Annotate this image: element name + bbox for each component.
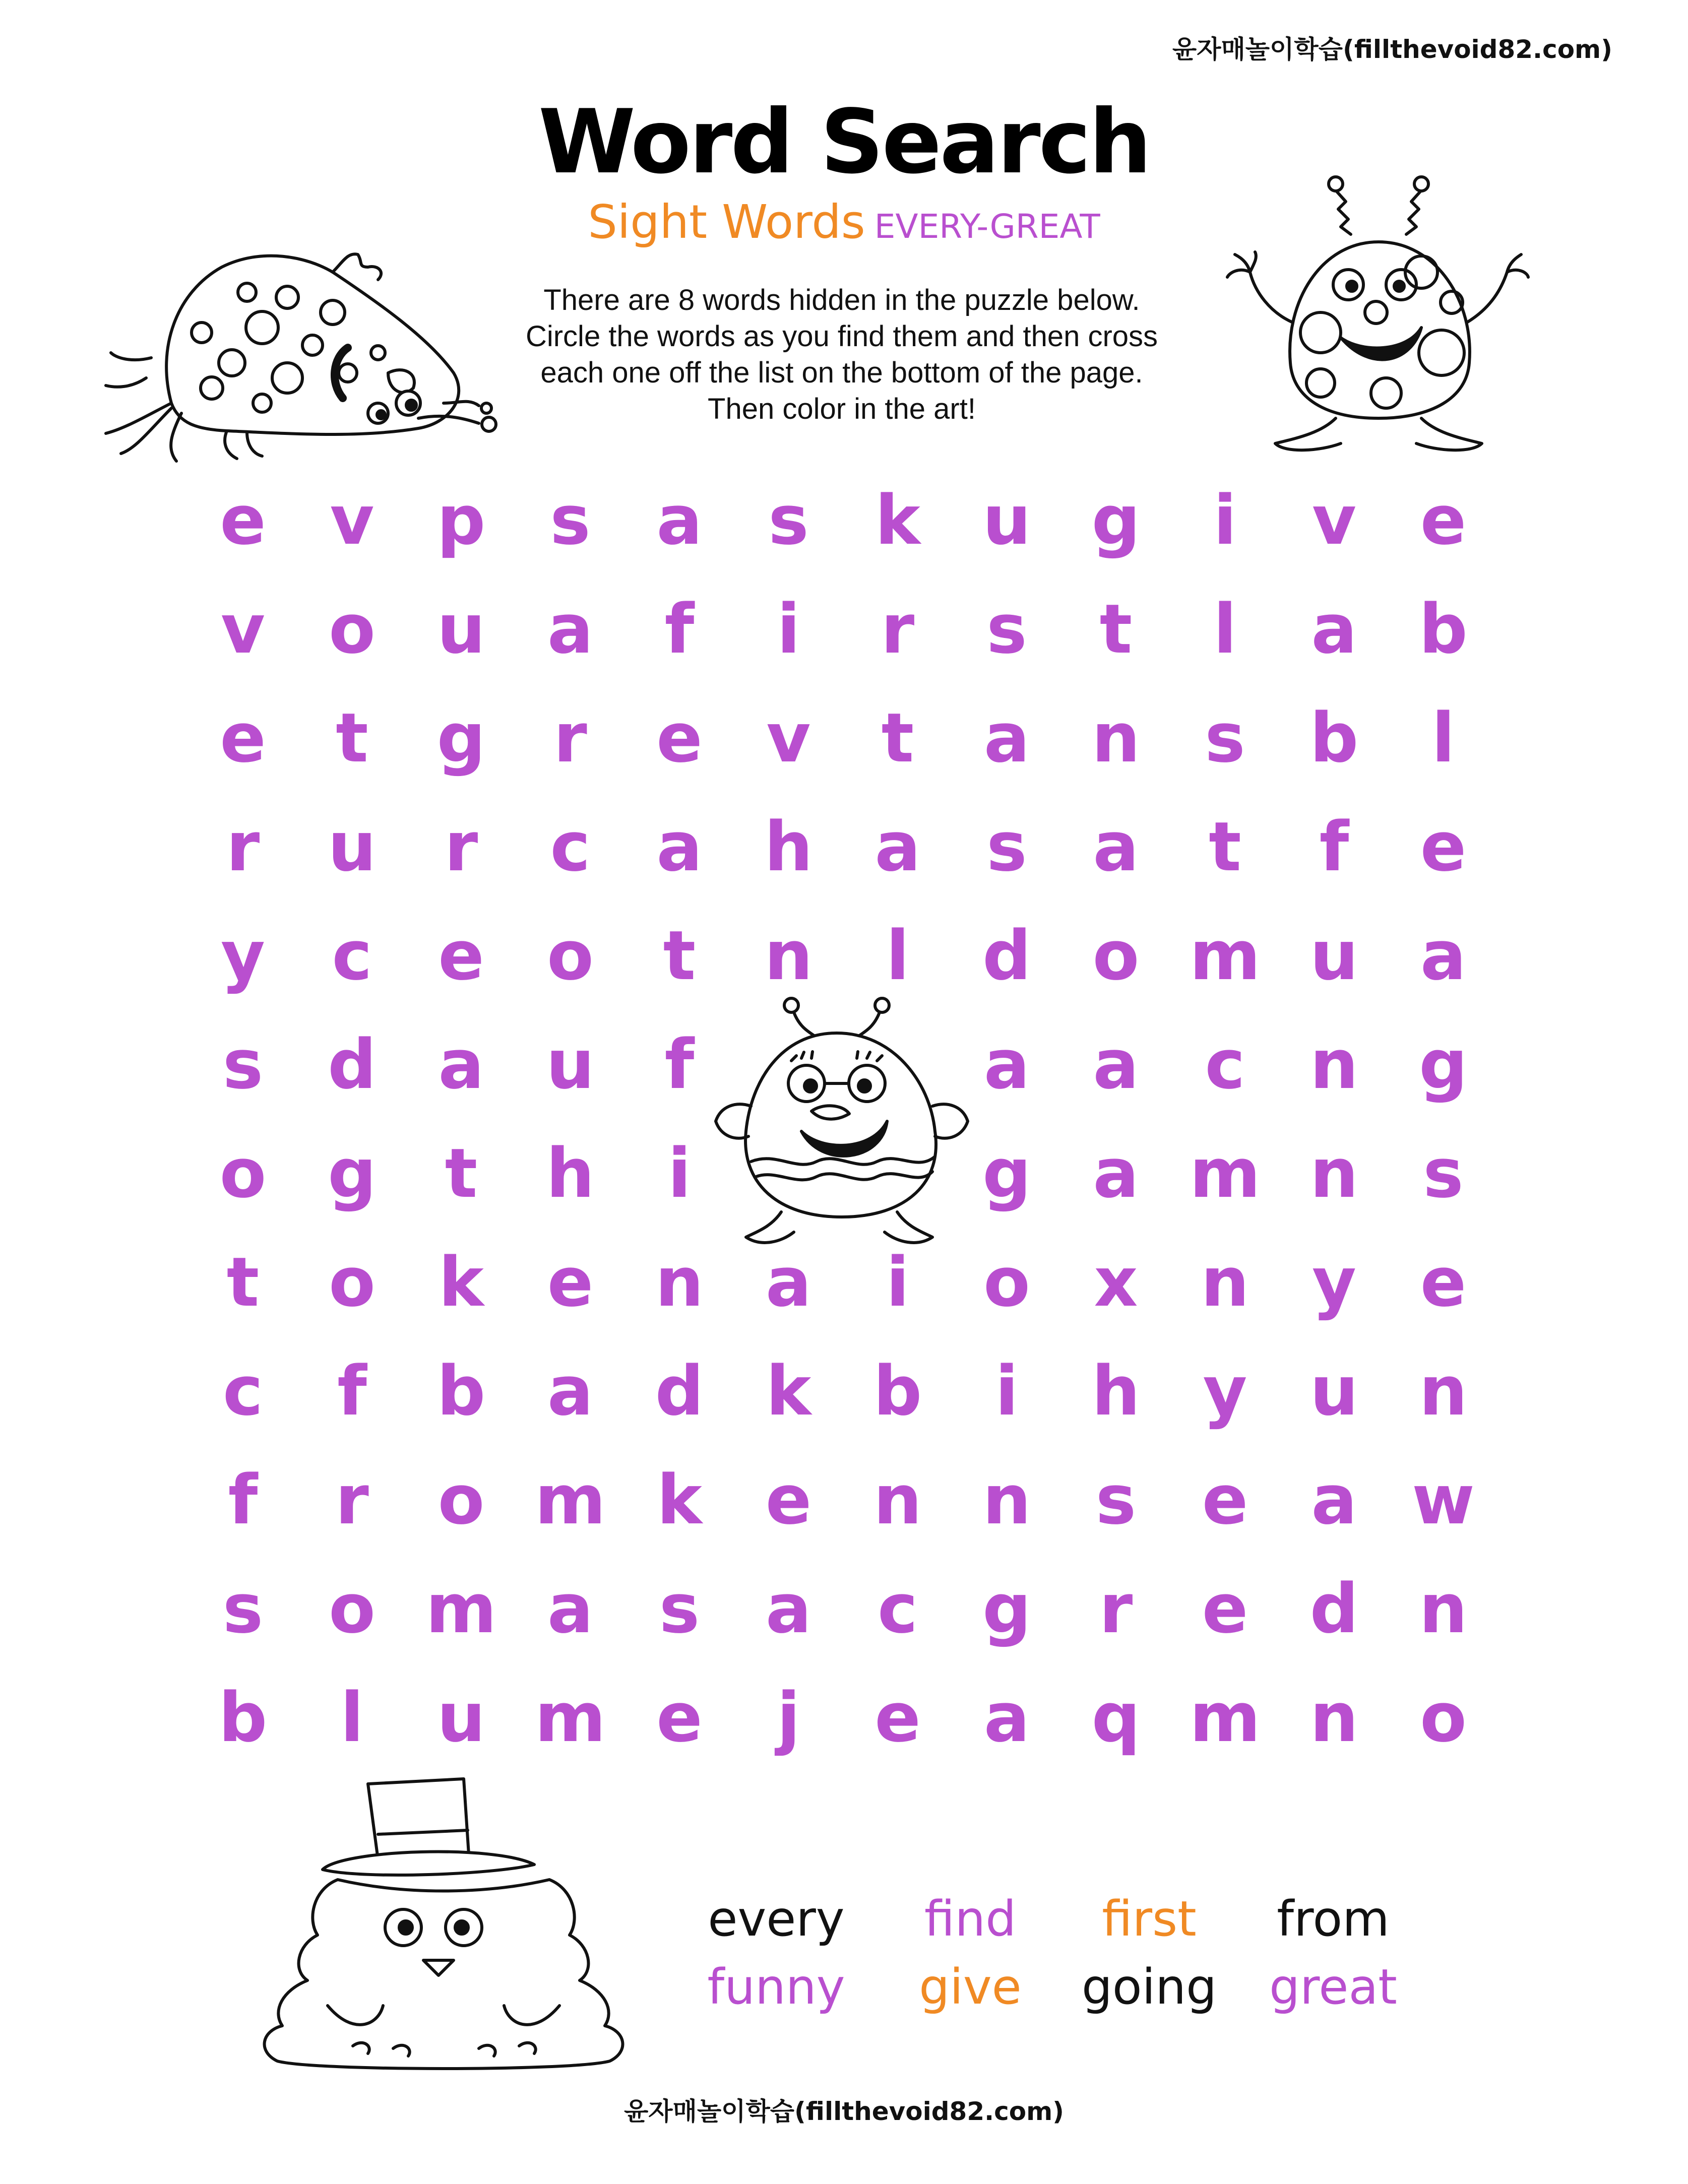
grid-letter[interactable]: r [553,698,587,778]
grid-letter[interactable]: m [425,1569,497,1648]
grid-letter[interactable]: e [874,1678,921,1757]
grid-letter[interactable]: k [875,481,920,560]
grid-letter[interactable]: s [659,1569,700,1648]
grid-letter[interactable]: p [436,481,486,560]
grid-letter[interactable]: c [332,916,372,995]
grid-letter[interactable]: a [983,1678,1030,1757]
subtitle-main: Sight Words [588,195,865,249]
grid-letter[interactable]: r [335,1460,369,1539]
grid-letter[interactable]: w [1412,1460,1475,1539]
grid-letter[interactable]: a [547,1352,594,1431]
grid-letter[interactable]: a [765,1243,812,1322]
grid-letter[interactable]: r [1099,1569,1133,1648]
grid-letter[interactable]: i [995,1352,1019,1431]
grid-letter[interactable]: r [226,807,260,886]
grid-letter[interactable]: k [439,1243,484,1322]
grid-letter[interactable]: b [436,1352,486,1431]
grid-letter[interactable]: k [766,1352,811,1431]
grid-letter[interactable]: t [663,916,696,995]
grid-letter[interactable]: v [220,590,265,669]
grid-letter[interactable]: g [1091,481,1141,560]
word-list-item[interactable]: every [708,1891,845,1947]
grid-letter[interactable]: a [1093,1134,1139,1213]
grid-letter[interactable]: n [873,1460,922,1539]
grid-letter[interactable]: n [655,1243,704,1322]
grid-letter[interactable]: n [1419,1569,1468,1648]
grid-letter[interactable]: m [1190,1134,1261,1213]
grid-letter[interactable]: u [328,807,377,886]
grid-letter[interactable]: c [877,1569,918,1648]
page-title: Word Search [538,91,1150,194]
grid-letter[interactable]: o [329,1243,376,1322]
grid-letter[interactable]: n [1309,1025,1359,1104]
word-list-item[interactable]: give [919,1959,1022,2015]
grid-letter[interactable]: a [438,1025,484,1104]
grid-letter[interactable]: a [1311,590,1357,669]
grid-letter[interactable]: n [1309,1134,1359,1213]
grid-letter[interactable]: d [982,916,1031,995]
grid-letter[interactable]: c [1205,1025,1245,1104]
grid-letter[interactable]: s [986,807,1027,886]
grid-letter[interactable]: b [218,1678,268,1757]
grid-letter[interactable]: a [1311,1460,1357,1539]
grid-letter[interactable]: a [983,1025,1030,1104]
monster-with-top-hat-illustration [252,1774,635,2076]
grid-letter[interactable]: e [656,1678,703,1757]
grid-letter[interactable]: m [1190,916,1261,995]
grid-letter[interactable]: b [1419,590,1468,669]
grid-letter[interactable]: x [1094,1243,1138,1322]
word-list-item[interactable]: going [1081,1959,1217,2015]
grid-letter[interactable]: g [1419,1025,1468,1104]
grid-letter[interactable]: y [1311,1243,1356,1322]
grid-letter[interactable]: y [220,916,265,995]
grid-letter[interactable]: e [220,481,266,560]
instruction-line: Then color in the art! [708,393,976,425]
grid-letter[interactable]: l [1213,590,1237,669]
grid-letter[interactable]: r [444,807,478,886]
grid-letter[interactable]: e [1202,1460,1248,1539]
grid-letter[interactable]: a [547,590,594,669]
grid-letter[interactable]: n [764,916,813,995]
grid-letter[interactable]: o [547,916,594,995]
grid-letter[interactable]: c [222,1352,264,1431]
grid-letter[interactable]: o [329,1569,376,1648]
monster-with-glasses-illustration [706,995,978,1257]
grid-letter[interactable]: m [535,1678,606,1757]
grid-letter[interactable]: t [881,698,914,778]
grid-letter[interactable]: v [766,698,811,778]
grid-letter[interactable]: n [1201,1243,1249,1322]
grid-letter[interactable]: h [1091,1352,1141,1431]
grid-letter[interactable]: a [765,1569,812,1648]
grid-letter[interactable]: e [1420,1243,1467,1322]
site-credit-bottom: 윤자매놀이학습(fillthevoid82.com) [623,2097,1065,2126]
grid-letter[interactable]: u [436,1678,486,1757]
grid-letter[interactable]: d [655,1352,704,1431]
grid-letter[interactable]: i [886,1243,910,1322]
grid-letter[interactable]: o [1420,1678,1467,1757]
grid-letter[interactable]: c [550,807,591,886]
grid-letter[interactable]: e [1420,807,1467,886]
word-list-item[interactable]: from [1277,1891,1390,1947]
grid-letter[interactable]: a [874,807,921,886]
grid-letter[interactable]: l [1431,698,1455,778]
grid-letter[interactable]: m [1190,1678,1261,1757]
grid-letter[interactable]: i [667,1134,692,1213]
instruction-line: There are 8 words hidden in the puzzle below. [543,284,1140,316]
grid-letter[interactable]: f [1319,807,1349,886]
grid-letter[interactable]: e [656,698,703,778]
grid-letter[interactable]: s [222,1569,264,1648]
grid-letter[interactable]: s [768,481,809,560]
instruction-line: each one off the list on the bottom of the page. [540,356,1143,389]
grid-letter[interactable]: v [1311,481,1356,560]
site-credit-top: 윤자매놀이학습(fillthevoid82.com) [1172,35,1612,64]
instruction-line: Circle the words as you find them and then cross [525,320,1158,353]
grid-letter[interactable]: n [1091,698,1141,778]
grid-letter[interactable]: i [777,590,800,669]
grid-letter[interactable]: u [982,481,1031,560]
grid-letter[interactable]: f [228,1460,258,1539]
grid-letter[interactable]: d [328,1025,377,1104]
grid-letter[interactable]: l [340,1678,364,1757]
grid-letter[interactable]: o [329,590,376,669]
grid-letter[interactable]: e [547,1243,594,1322]
grid-letter[interactable]: i [1213,481,1237,560]
grid-letter[interactable]: s [1423,1134,1464,1213]
grid-letter[interactable]: n [982,1460,1031,1539]
grid-letter[interactable]: g [982,1134,1031,1213]
grid-letter[interactable]: r [881,590,915,669]
grid-letter[interactable]: b [873,1352,922,1431]
grid-letter[interactable]: g [436,698,486,778]
grid-letter[interactable]: q [1091,1678,1141,1757]
grid-letter[interactable]: u [546,1025,595,1104]
grid-letter[interactable]: s [1095,1460,1137,1539]
grid-letter[interactable]: e [438,916,484,995]
grid-letter[interactable]: a [656,481,703,560]
grid-letter[interactable]: v [330,481,374,560]
grid-letter[interactable]: f [664,590,695,669]
grid-letter[interactable]: e [1420,481,1467,560]
grid-letter[interactable]: l [886,916,910,995]
grid-letter[interactable]: o [219,1134,267,1213]
grid-letter[interactable]: o [437,1460,485,1539]
grid-letter[interactable]: a [1093,1025,1139,1104]
grid-letter[interactable]: u [1309,916,1359,995]
grid-letter[interactable]: t [1209,807,1241,886]
grid-letter[interactable]: s [986,590,1027,669]
grid-letter[interactable]: s [550,481,591,560]
word-list-item[interactable]: great [1269,1959,1397,2015]
grid-letter[interactable]: a [983,698,1030,778]
grid-letter[interactable]: n [1419,1352,1468,1431]
grid-letter[interactable]: m [535,1460,606,1539]
grid-letter[interactable]: j [777,1678,800,1757]
subtitle-range: EVERY-GREAT [874,207,1100,246]
grid-letter[interactable]: u [1309,1352,1359,1431]
grid-letter[interactable]: h [546,1134,595,1213]
grid-letter[interactable]: t [1099,590,1133,669]
grid-letter[interactable]: g [982,1569,1031,1648]
grid-letter[interactable]: e [220,698,266,778]
grid-letter[interactable]: a [1420,916,1467,995]
grid-letter[interactable]: b [1309,698,1359,778]
grid-letter[interactable]: s [1205,698,1245,778]
grid-letter[interactable]: f [664,1025,695,1104]
grid-letter[interactable]: d [1309,1569,1359,1648]
grid-letter[interactable]: o [983,1243,1030,1322]
word-list-item[interactable]: funny [707,1959,845,2015]
grid-letter[interactable]: t [226,1243,260,1322]
word-list-item[interactable]: first [1102,1891,1197,1947]
grid-letter[interactable]: a [547,1569,594,1648]
grid-letter[interactable]: t [445,1134,478,1213]
grid-letter[interactable]: e [1202,1569,1248,1648]
grid-letter[interactable]: a [1093,807,1139,886]
grid-letter[interactable]: t [336,698,368,778]
grid-letter[interactable]: o [1092,916,1140,995]
grid-letter[interactable]: s [222,1025,264,1104]
grid-letter[interactable]: h [764,807,813,886]
grid-letter[interactable]: g [328,1134,377,1213]
grid-letter[interactable]: a [656,807,703,886]
grid-letter[interactable]: u [436,590,486,669]
grid-letter[interactable]: k [657,1460,702,1539]
grid-letter[interactable]: e [765,1460,812,1539]
grid-letter[interactable]: y [1203,1352,1247,1431]
word-list-item[interactable]: find [924,1891,1017,1947]
grid-letter[interactable]: n [1309,1678,1359,1757]
grid-letter[interactable]: f [337,1352,367,1431]
